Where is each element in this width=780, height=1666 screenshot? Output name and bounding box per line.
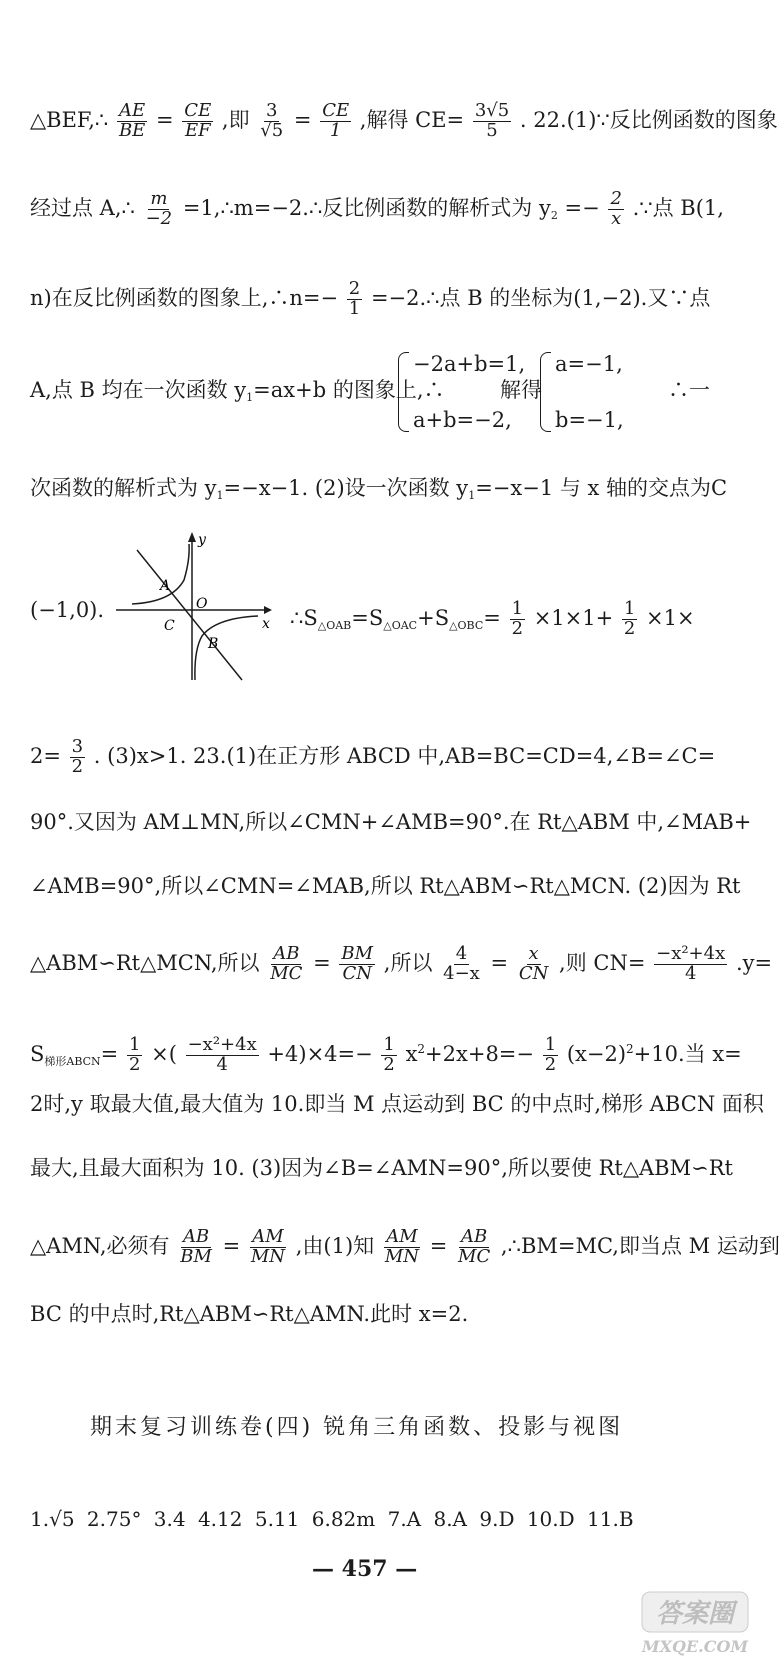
subscript: △OBC [449,618,484,632]
watermark-url: MXQE.COM [641,1637,749,1656]
text: = [483,605,501,630]
text: =−x−1. (2)设一次函数 y [223,476,469,500]
text-line-14 [30,1228,780,1267]
equation: −2a+b=1, [413,352,526,376]
text: = [293,107,312,132]
fraction: $\frac{1}{2}$ [544,1034,557,1075]
text: n)在反比例函数的图象上,∴n=− [30,285,339,310]
fraction: $\frac{1}{2}$ [623,598,636,639]
brace [540,352,551,432]
text: .∵点 B(1, [632,195,724,220]
subscript: 2 [550,208,558,222]
fraction: $\frac{3}{2}$ [71,736,84,777]
text: =−x−1 与 x 轴的交点为C [475,476,728,500]
fraction: $\frac{AM}{MN}$ [250,1226,286,1267]
text-line-2 [30,190,724,229]
fraction: $\frac{\text{−x²+4x}}{4}$ [656,943,726,984]
fraction: $\frac{AE}{BE}$ [118,100,146,141]
text: +10.当 x= [633,1041,742,1066]
text: . (3)x>1. 23.(1)在正方形 ABCD 中,AB=BC=CD=4,∠B=∠C= [93,743,716,768]
subscript: 1 [468,489,476,502]
text: ,所以 [383,950,433,975]
text: +S [417,605,450,630]
text: = [222,1233,241,1258]
text: =ax+b 的图象上,∴ [253,378,445,402]
text: +2x+8=− [425,1041,534,1066]
text-line-11 [30,1036,742,1075]
text-line-9: ∠AMB=90°,所以∠CMN=∠MAB,所以 Rt△ABM∽Rt△MCN. (2)因为 Rt [30,874,741,898]
text: △ABM∽Rt△MCN,所以 [30,950,260,975]
text: = [313,950,331,975]
text: x [405,1041,418,1066]
text: ∴S [290,605,318,630]
fraction: $\frac{\text{−x²+4x}}{4}$ [187,1034,257,1075]
fraction: $\frac{3}{√5}$ [260,100,284,141]
text: A,点 B 均在一次函数 y [30,378,247,402]
text: △BEF,∴ [30,107,109,132]
text: ×1×1+ [533,605,614,630]
watermark-text: 答案圈 [655,1599,735,1629]
text-line-6: (−1,0). [30,598,105,622]
subscript: 1 [246,391,254,404]
text: △AMN,必须有 [30,1233,170,1258]
text-line-5 [30,478,727,501]
text: S [30,1041,45,1066]
equation-system-2 [540,352,624,432]
fraction: $\frac{m}{-2}$ [145,188,173,229]
text: =1,∴m=−2.∴反比例函数的解析式为 y [182,195,551,220]
fraction: $\frac{1}{2}$ [511,598,524,639]
watermark-logo [640,1590,750,1660]
text-line-12: 2时,y 取最大值,最大值为 10.即当 M 点运动到 BC 的中点时,梯形 ABCN 面积 [30,1092,764,1116]
label-o: O [196,596,208,612]
text: = [156,107,174,132]
label-y: y [198,532,206,548]
superscript: 2 [626,1041,634,1056]
fraction: $\frac{1}{2}$ [383,1034,395,1075]
subscript: 1 [216,489,224,502]
text-line-3 [30,280,710,319]
equation: a+b=−2, [413,408,512,432]
label-a: A [160,578,171,594]
label-c: C [164,618,175,634]
text-line-15: BC 的中点时,Rt△ABM∽Rt△AMN.此时 x=2. [30,1302,469,1326]
fraction: $\frac{BM}{CN}$ [341,943,374,984]
fraction: $\frac{AB}{BM}$ [180,1226,212,1267]
text-line-8: 90°.又因为 AM⊥MN,所以∠CMN+∠AMB=90°.在 Rt△ABM 中,∠MAB+ [30,810,752,834]
page-number: — 457 — [312,1556,418,1582]
label-x: x [262,616,270,632]
text-line-10 [30,945,772,984]
text: 次函数的解析式为 y [30,476,217,500]
fraction: $\frac{AM}{MN}$ [384,1226,420,1267]
fraction: $\frac{4}{4-x}$ [443,943,480,984]
text-therefore: ∴一 [668,378,710,402]
text: =S [351,605,384,630]
subscript: △OAC [383,618,418,632]
text-line-13: 最大,且最大面积为 10. (3)因为∠B=∠AMN=90°,所以要使 Rt△ABM∽Rt [30,1156,733,1180]
line-y1 [137,550,242,680]
answer-list: 1.√5 2.75° 3.4 4.12 5.11 6.82m 7.A 8.A 9.D 10.D 11.B [30,1507,634,1531]
fraction: $\frac{2}{1}$ [348,278,361,319]
fraction: $\frac{AB}{MC}$ [270,943,303,984]
brace [398,352,409,432]
text: ,∴BM=MC,即当点 M 运动到 [500,1233,780,1258]
text: ×( [151,1041,177,1066]
superscript: 2 [417,1041,426,1056]
text-solve: 解得 [500,378,542,402]
text: = [100,1041,119,1066]
equation: b=−1, [555,408,624,432]
text: ,即 [221,107,250,132]
text: +4)×4=− [267,1041,373,1066]
text: ,解得 CE= [359,107,465,132]
function-graph [112,530,272,685]
text: . 22.(1)∵反比例函数的图象 [519,107,778,132]
text: 经过点 A,∴ [30,195,135,220]
text: ×1× [646,605,695,630]
text-area-formula [290,600,695,639]
section-heading: 期末复习训练卷(四) 锐角三角函数、投影与视图 [90,1415,624,1440]
text: 2= [30,743,61,768]
text: ,由(1)知 [295,1233,375,1258]
hyperbola-branch-upper [132,544,189,604]
subscript: 梯形ABCN [44,1054,101,1068]
fraction: $\frac{CE}{EF}$ [184,100,212,141]
fraction: $\frac{1}{2}$ [128,1034,141,1075]
x-axis-arrow [264,606,272,614]
text-line-4 [30,380,445,403]
fraction: $\frac{x}{CN}$ [518,943,549,984]
label-b: B [208,636,219,652]
text: = [429,1233,448,1258]
text-line-7 [30,738,715,777]
y-axis-arrow [188,532,196,542]
hyperbola-branch-lower [195,616,258,680]
fraction: $\frac{3√5}{5}$ [474,100,510,141]
text: = [490,950,509,975]
equation: a=−1, [555,352,623,376]
text-line-1 [30,102,778,141]
fraction: $\frac{2}{x}$ [610,188,622,229]
text: .y= [735,950,773,975]
text: (x−2) [566,1041,627,1066]
text: =− [564,195,600,220]
text: =−2.∴点 B 的坐标为(1,−2).又∵点 [370,285,711,310]
fraction: $\frac{CE}{1}$ [322,100,350,141]
text: ,则 CN= [559,950,646,975]
subscript: △OAB [317,618,352,632]
fraction: $\frac{AB}{MC}$ [458,1226,491,1267]
